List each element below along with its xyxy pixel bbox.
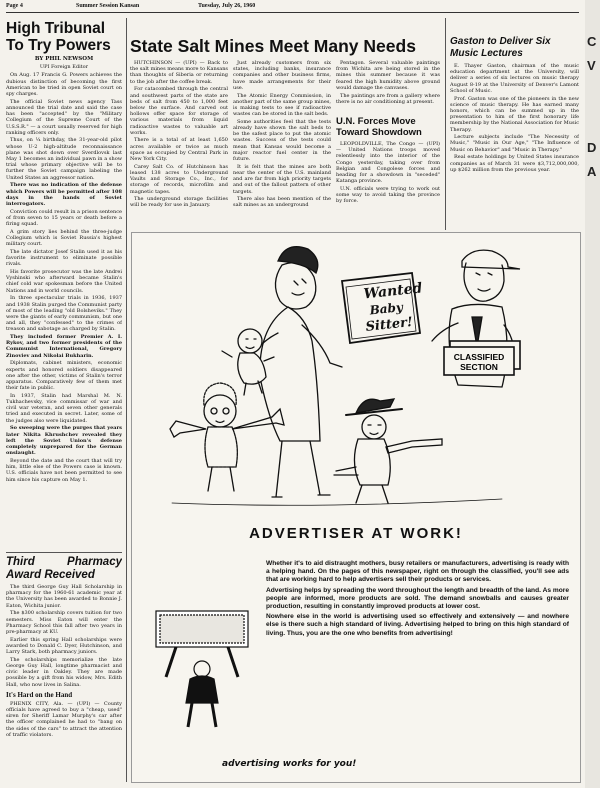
- tribunal-article: [6, 20, 122, 550]
- ad-paragraph: Nowhere else in the world is advertising used so effectively and extensively — and nowhere else is there such a high standard of living. Advertising helped to bring on this high standard of living. Thus, you are the one who benefits from advertising!: [266, 613, 569, 637]
- tribunal-paragraph: Beyond the date and the court that will try him, little else of the Powers case is known. U.S. officials have not been permitted to see him since his capture on May 1.: [6, 457, 122, 483]
- ad-paragraph: Advertising helps by spreading the word throughout the length and breadth of the land. As more people are informed, more products are sold. The demand snowballs and causes greater production, resulting in constantly improved products at lower cost.: [266, 586, 569, 611]
- tribunal-body: [6, 72, 122, 482]
- tribunal-paragraph: The late dictator Josef Stalin used it as his favorite instrument to eliminate possible rivals.: [6, 248, 122, 268]
- un-paragraph: U.N. officials were trying to work out some way to avoid taking the province by force.: [336, 185, 440, 205]
- column-divider: [6, 552, 122, 553]
- sign-word-sitter: Sitter!: [364, 315, 414, 335]
- salt-paragraph: Just already customers from six states, including banks, insurance companies and other business firms, have made arrangements for their use.: [233, 60, 331, 91]
- gaston-paragraph: E. Thayer Gaston, chairman of the music education department at the University, will deliver a series of six lectures on music therapy August 8-19 at the University of Denver's Lamont School of Music.: [450, 63, 579, 94]
- tribunal-paragraph: A grim story lies behind the three-judge Collegium which is Soviet Russia's highest military court.: [6, 228, 122, 248]
- tribunal-paragraph: Thus, on ¼ birthday, the 31-year-old pilot whose U-2 high-altitude reconnaissance plane was shot down over Sverdlovsk last May 1 becomes an individual pawn in a show trial whose primary objective will be to further the Soviet campaign labeling the United States an aggressor nation.: [6, 137, 122, 181]
- un-paragraph: LEOPOLDVILLE, The Congo — (UPI) — United Nations troops moved relentlessly into the interior of the Congo yesterday, taking over from Belgian and Congolese forces and heading for a showdown in "seceded" Katanga province.: [336, 141, 440, 185]
- advertiser-at-work-ad: [131, 232, 581, 783]
- salt-column-1: [130, 60, 228, 228]
- un-article: [336, 116, 440, 228]
- salt-paragraph: There is a total of at least 1,650 acres available or twice as much space as occupied by Central Park in New York City.: [130, 137, 228, 163]
- tribunal-byline: BY PHIL NEWSOM: [34, 56, 94, 62]
- tribunal-paragraph: Conviction could result in a prison sentence of from seven to 15 years or death before a firing squad.: [6, 208, 122, 228]
- pharmacy-paragraph: The $300 scholarship covers tuition for two semesters. Miss Eaton will enter the Pharmacy School this fall after two years in pre-pharmacy at KU.: [6, 610, 122, 635]
- column-divider: [126, 18, 127, 782]
- salt-paragraph: HUTCHINSON — (UPI) — Back to the salt mines means more to Kansans than thoughts of Siberia or returning to the job after the coffee break.: [130, 60, 228, 85]
- un-headline: U.N. Forces Move Toward Showdown: [336, 116, 422, 138]
- ad-paragraph: Whether it's to aid distraught mothers, busy retailers or manufacturers, advertising is ready with a helping hand. On the pages of this newspaper, right on through the classified, you'll see ads that are working hard to help advertisers sell their products or services.: [266, 560, 569, 584]
- salt-paragraph: Some authorities feel that the tests already have shown the salt beds to be the safest place to put the atomic wastes. Success of the tests could mean that Kansas would become a major reactor fuel center in the future.: [233, 118, 331, 163]
- salt-headline: State Salt Mines Meet Many Needs: [130, 36, 416, 56]
- hand-paragraph: PHENIX CITY, Ala. — (UPI) — County officials have agreed to buy a "cheap, used" siren for Sheriff Lamar Murphy's car after the officer complained he had to "bang on the sides of the cars" to attract the attention of traffic violators.: [6, 700, 122, 738]
- tribunal-paragraph: The official Soviet news agency Tass announced the trial date and said the case has been "accepted" by the "Military Collegium of the Supreme Court of the U.S.S.R." — a court usually reserved for high ranking officers only.: [6, 98, 122, 136]
- gaston-article: [450, 36, 579, 230]
- ad-illustration: [132, 233, 580, 523]
- tribunal-paragraph: Diplomats, cabinet ministers, economic experts and honored soldiers disappeared one after the other, victims of Stalin's terror apparatus. Comparatively few of them met their fate in public.: [6, 360, 122, 392]
- salt-column-2: [233, 60, 331, 228]
- tribunal-byline-org: UPI Foreign Editor: [39, 64, 89, 71]
- salt-paragraph: There also has been mention of the salt mines as an underground: [233, 196, 331, 209]
- column-divider: [445, 18, 446, 230]
- tribunal-paragraph: On Aug. 17 Francis G. Powers achieves the dubious distinction of becoming the first American to be tried in open Soviet court on spy charges.: [6, 72, 122, 98]
- pharmacy-headline: Third Pharmacy Award Received: [6, 556, 122, 581]
- next-page-edge: [585, 0, 600, 788]
- masthead: [6, 2, 579, 13]
- next-page-letter: D: [587, 140, 597, 155]
- tribunal-paragraph: In three spectacular trials in 1936, 1937 and 1938 Stalin purged the Communist party of most of the leading "old Bolsheviks." They were the giants of early communism, but one and all, they "confessed" to the crimes of treason and sabotage as charged by Stalin.: [6, 295, 122, 333]
- gaston-headline: Gaston to Deliver Six Music Lectures: [450, 36, 551, 59]
- pharmacy-paragraph: The third George Guy Hall Scholarship in pharmacy for the 1960-61 academic year at the University has been awarded to Bonnie J. Eaton, Wichita junior.: [6, 584, 122, 609]
- salt-paragraph: It is felt that the mines are both near the center of the U.S. mainland and are far from high priority targets and out of the fallout pattern of other targets.: [233, 163, 331, 195]
- gaston-paragraph: Real estate holdings by United States insurance companies as of March 31 were $3,712,000,000, up $262 million from the previous year.: [450, 154, 579, 173]
- pharmacy-paragraph: The scholarships memorialize the late George Guy Hall, longtime pharmacist and civic leader in Oakley. They are made possible by a gift from his widow, Mrs. Edith Hall, who now lives in Salina.: [6, 656, 122, 688]
- sign-word-wanted: Wanted: [362, 280, 424, 303]
- salt-paragraph: Carey Salt Co. of Hutchinson has leased 138 acres to Underground Vaults and Storage Co., Inc., for storage of records, microfilm and magnetic tapes.: [130, 163, 228, 195]
- tribunal-paragraph: In 1937, Stalin had Marshal M. N. Tukhachevsky, vice commissar of war and civil war veteran, and seven other generals tried and executed in secret. Later, some of the judges also were liquidated.: [6, 392, 122, 424]
- next-page-letter: A: [587, 164, 597, 179]
- ad-body: [266, 560, 569, 640]
- salt-paragraph: The Atomic Energy Commission, in another part of the same group mines, is making tests to see if radioactive wastes can be stored in the salt beds.: [233, 92, 331, 118]
- classified-label-2: SECTION: [460, 362, 498, 372]
- paper-name: Summer Session Kansan: [76, 3, 140, 9]
- next-page-letter: V: [587, 58, 596, 73]
- tribunal-paragraph: There was no indication of the defense which Powers will be permitted after 108 days in the hands of Soviet interrogators.: [6, 182, 122, 207]
- salt-paragraph: Pentagon. Several valuable paintings from Wichita are being stored in the mines this summer because it was feared the high humidity above ground would damage the canvases.: [336, 60, 440, 91]
- ad-title: ADVERTISER AT WORK!: [249, 525, 463, 542]
- tribunal-headline: High Tribunal To Try Powers: [6, 20, 111, 54]
- salt-paragraph: The underground storage facilities will be ready for use in January.: [130, 196, 228, 209]
- salt-paragraph: For catacombed through the central and southwest parts of the state are beds of salt from 450 to 1,000 feet below the surface. And carved out hollows offer space for storage of various materials from liquid radioactive wastes to valuable art works.: [130, 86, 228, 136]
- tribunal-paragraph: His favorite prosecutor was the late Andrei Vyshinski who afterward became Stalin's chief cold war spokesman before the United Nations and in world councils.: [6, 269, 122, 294]
- ad-strongman-logo: [146, 603, 258, 743]
- page-number: Page 4: [6, 3, 23, 9]
- ad-slogan: advertising works for you!: [222, 759, 357, 769]
- gaston-paragraph: Prof. Gaston was one of the pioneers in the new science of music therapy. He has earned many honors, which can be summed up in the presentation to him of the first honorary life membership by the National Association for Music Therapy.: [450, 95, 579, 133]
- issue-date: Tuesday, July 26, 1960: [198, 3, 256, 9]
- pharmacy-article: [6, 556, 122, 782]
- tribunal-paragraph: So sweeping were the purges that years later Nikita Khrushchev revealed they left the Soviet Union's defense completely unprepared for the German onslaught.: [6, 425, 122, 457]
- salt-column-3: [336, 60, 440, 110]
- next-page-letter: C: [587, 34, 597, 49]
- hand-subhead: It's Hard on the Hand: [6, 690, 73, 699]
- classified-label-1: CLASSIFIED: [453, 352, 505, 362]
- tribunal-paragraph: They included former Premier A. I. Rykov, and two former presidents of the Communist International, Gregory Zinoviev and Nikolai Bukharin.: [6, 334, 122, 359]
- pharmacy-paragraph: Earlier this spring Hall scholarships were awarded to Donald C. Dyer, Hutchinson, and Larry Stark, both pharmacy juniors.: [6, 636, 122, 656]
- cowboy-figure: [334, 399, 442, 503]
- salt-paragraph: The paintings are from a gallery where there is no air conditioning at present.: [336, 92, 440, 105]
- sign-word-baby: Baby: [368, 300, 404, 318]
- gaston-paragraph: Lecture subjects include "The Necessity of Music," "Music in Our Age," "The Influence of Music on Behavior" and "Music in Therapy.": [450, 134, 579, 153]
